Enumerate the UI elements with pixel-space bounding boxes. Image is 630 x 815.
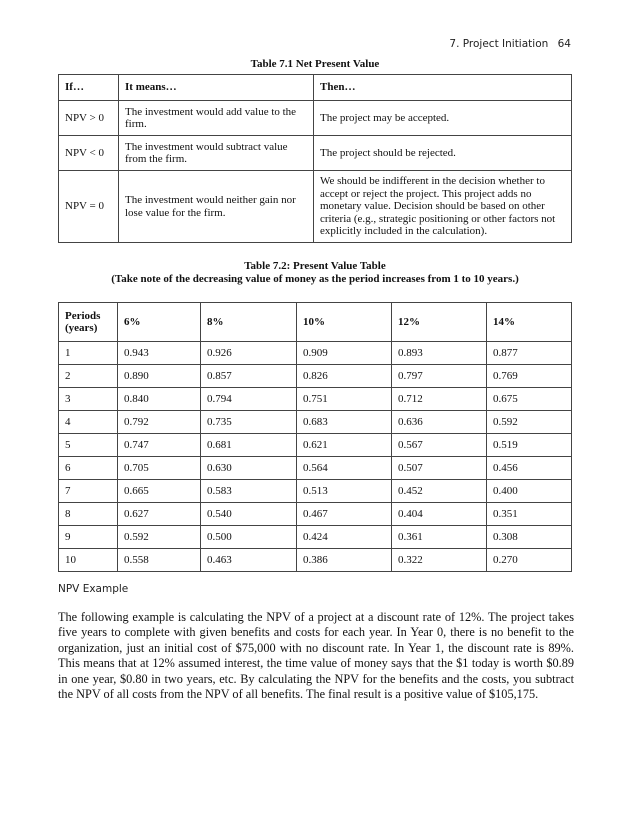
- table-cell: 9: [59, 526, 118, 549]
- column-header: 10%: [297, 303, 392, 342]
- table-row: [59, 434, 572, 457]
- section-heading: NPV Example: [58, 583, 129, 595]
- chapter-title: 7. Project Initiation: [449, 38, 549, 50]
- body-paragraph: The following example is calculating the NPV of a project at a discount rate of 12%. The project takes five years to complete with given benefits and costs for each year. In Year 0, there is no benefit to the organization, just an initial cost of $75,000 with no discount rate. In Year 1, the discount rate is 89%. This means that at 12% assumed interest, the time value of money says that the $1 today is worth $0.89 in one year, $0.80 in two years, etc. By calculating the NPV for the benefits and the costs, you subtract the NPV of all costs from the NPV of all benefits. The final result is a positive value of $105,175.: [58, 610, 574, 702]
- table-cell: 0.627: [118, 503, 201, 526]
- table-cell: 0.308: [487, 526, 572, 549]
- table-cell: 0.400: [487, 480, 572, 503]
- table-cell: 0.630: [201, 457, 297, 480]
- table-cell: 0.826: [297, 365, 392, 388]
- table-row: [59, 480, 572, 503]
- table-cell: 0.681: [201, 434, 297, 457]
- table-cell: The project should be rejected.: [314, 136, 572, 171]
- table-row: [59, 365, 572, 388]
- table-row: [59, 549, 572, 572]
- table-cell: 0.386: [297, 549, 392, 572]
- pv-table-title: Table 7.2: Present Value Table: [244, 260, 386, 272]
- table-cell: 0.877: [487, 342, 572, 365]
- table-cell: 0.404: [392, 503, 487, 526]
- table-cell: 0.463: [201, 549, 297, 572]
- table-row: [59, 136, 572, 171]
- table-cell: 0.467: [297, 503, 392, 526]
- table-cell: The investment would neither gain nor lose value for the firm.: [119, 171, 314, 243]
- table-cell: 0.705: [118, 457, 201, 480]
- table-row: [59, 411, 572, 434]
- table-cell: 8: [59, 503, 118, 526]
- table-row: [59, 171, 572, 243]
- table-cell: 0.747: [118, 434, 201, 457]
- table-row: [59, 503, 572, 526]
- column-header: If…: [59, 75, 119, 101]
- table-cell: 0.943: [118, 342, 201, 365]
- table-cell: 7: [59, 480, 118, 503]
- table-cell: 0.735: [201, 411, 297, 434]
- table-cell: 0.857: [201, 365, 297, 388]
- table-cell: 0.351: [487, 503, 572, 526]
- table-cell: 0.712: [392, 388, 487, 411]
- pv-table-body: [59, 342, 572, 572]
- table-cell: 0.769: [487, 365, 572, 388]
- table-cell: 6: [59, 457, 118, 480]
- table-cell: 0.567: [392, 434, 487, 457]
- table-row: [59, 388, 572, 411]
- column-header: Then…: [314, 75, 572, 101]
- table-cell: 0.322: [392, 549, 487, 572]
- table-cell: 0.751: [297, 388, 392, 411]
- page-number: 64: [557, 38, 571, 50]
- npv-table: [58, 74, 572, 243]
- table-cell: 0.636: [392, 411, 487, 434]
- table-cell: 3: [59, 388, 118, 411]
- npv-table-header-row: [59, 75, 572, 101]
- table-cell: 0.540: [201, 503, 297, 526]
- table-cell: 0.665: [118, 480, 201, 503]
- column-header: 8%: [201, 303, 297, 342]
- table-cell: 0.675: [487, 388, 572, 411]
- table-cell: We should be indifferent in the decision whether to accept or reject the project. This project adds no monetary value. Decision should be based on other criteria (e.g., strategic positioning or other factors not explicitly included in the calculation).: [314, 171, 572, 243]
- table-cell: NPV > 0: [59, 101, 119, 136]
- table-row: [59, 526, 572, 549]
- table-cell: 0.564: [297, 457, 392, 480]
- table-cell: 0.926: [201, 342, 297, 365]
- table-cell: 4: [59, 411, 118, 434]
- npv-table-caption: Table 7.1 Net Present Value: [250, 58, 380, 70]
- table-cell: 0.592: [487, 411, 572, 434]
- table-cell: 0.621: [297, 434, 392, 457]
- table-cell: 0.794: [201, 388, 297, 411]
- table-cell: 0.592: [118, 526, 201, 549]
- table-cell: 0.840: [118, 388, 201, 411]
- table-cell: The project may be accepted.: [314, 101, 572, 136]
- table-cell: 0.361: [392, 526, 487, 549]
- column-header: 12%: [392, 303, 487, 342]
- present-value-table: [58, 302, 572, 572]
- table-cell: 10: [59, 549, 118, 572]
- table-cell: The investment would add value to the firm.: [119, 101, 314, 136]
- column-header: It means…: [119, 75, 314, 101]
- table-cell: 0.558: [118, 549, 201, 572]
- table-cell: NPV = 0: [59, 171, 119, 243]
- table-cell: 0.583: [201, 480, 297, 503]
- table-cell: 0.893: [392, 342, 487, 365]
- table-cell: 0.890: [118, 365, 201, 388]
- table-cell: 0.507: [392, 457, 487, 480]
- column-header: 6%: [118, 303, 201, 342]
- table-row: [59, 342, 572, 365]
- table-cell: 0.683: [297, 411, 392, 434]
- table-cell: The investment would subtract value from the firm.: [119, 136, 314, 171]
- table-cell: 0.270: [487, 549, 572, 572]
- table-cell: 0.424: [297, 526, 392, 549]
- pv-table-header-row: [59, 303, 572, 342]
- table-row: [59, 457, 572, 480]
- table-cell: 0.519: [487, 434, 572, 457]
- table-cell: 0.500: [201, 526, 297, 549]
- table-cell: 1: [59, 342, 118, 365]
- table-cell: NPV < 0: [59, 136, 119, 171]
- table-cell: 5: [59, 434, 118, 457]
- table-cell: 2: [59, 365, 118, 388]
- table-cell: 0.909: [297, 342, 392, 365]
- pv-table-subtitle: (Take note of the decreasing value of money as the period increases from 1 to 10 years.): [111, 273, 519, 285]
- column-header: 14%: [487, 303, 572, 342]
- column-header: Periods (years): [59, 303, 118, 342]
- table-cell: 0.792: [118, 411, 201, 434]
- running-header: [449, 38, 571, 50]
- table-cell: 0.452: [392, 480, 487, 503]
- table-cell: 0.797: [392, 365, 487, 388]
- table-row: [59, 101, 572, 136]
- table-cell: 0.456: [487, 457, 572, 480]
- table-cell: 0.513: [297, 480, 392, 503]
